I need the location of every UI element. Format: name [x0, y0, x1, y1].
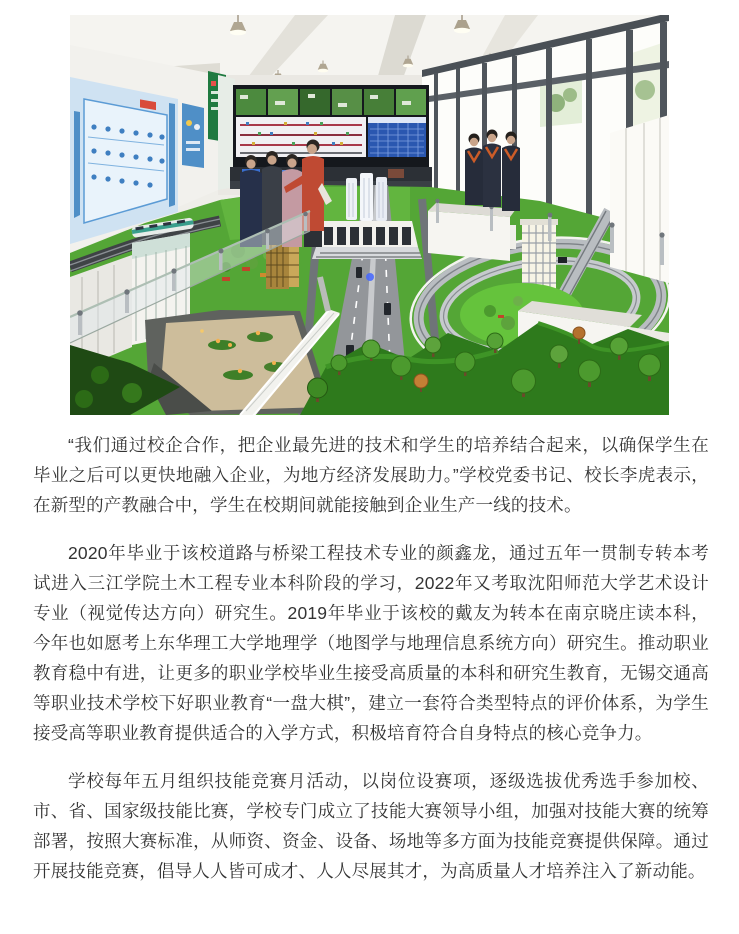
student-group	[465, 130, 520, 212]
paragraph: 2020年毕业于该校道路与桥梁工程技术专业的颜鑫龙，通过五年一贯制专转本考试进入三江学院土木工程专业本科阶段的学习，2022年又考取沈阳师范大学艺术设计专业（视觉传达方向）研究生。2019年毕业于该校的戴友为转本在南京晓庄读本科，今年也如愿考上东华理工大学地理学（地图学与地理信息系统方向）研究生。推动职业教育稳中有进，让更多的职业学校毕业生接受高质量的本科和研究生教育，无锡交通高等职业技术学校下好职业教育“一盘大棋”，建立一套符合类型特点的评价体系，为学生接受高等职业教育提供适合的入学方式，积极培育符合自身特点的核心竞争力。	[33, 543, 709, 743]
schedule-screens	[368, 117, 426, 157]
line-diagram-screens	[236, 117, 366, 157]
paragraph: “我们通过校企合作，把企业最先进的技术和学生的培养结合起来，以确保学生在毕业之后可以更快地融入企业，为地方经济发展助力。”学校党委书记、校长李虎表示，在新型的产教融合中，学生在校期间就能接触到企业生产一线的技术。	[33, 435, 709, 515]
paragraph: 学校每年五月组织技能竞赛月活动，以岗位设赛项，逐级选拔优秀选手参加校、市、省、国家级技能比赛，学校专门成立了技能大赛领导小组，加强对技能大赛的统筹部署，按照大赛标准，从师资、资金、设备、场地等多方面为技能竞赛提供保障。通过开展技能竞赛，倡导人人皆可成才、人人尽展其才，为高质量人才培养注入了新动能。	[33, 771, 709, 881]
article-photo	[70, 15, 669, 415]
small-poster	[182, 103, 204, 168]
rail-model-room-illustration	[70, 15, 669, 415]
parking-yard	[145, 310, 332, 415]
article-body	[33, 430, 709, 904]
